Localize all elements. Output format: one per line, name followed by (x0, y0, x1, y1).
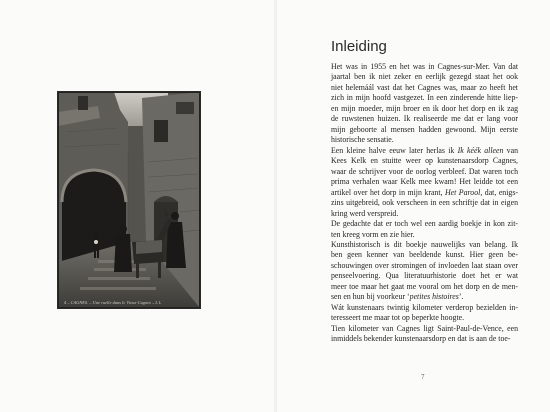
book-gutter (274, 0, 277, 412)
body-line: ten kreeg vorm en zie hier. (331, 229, 415, 239)
body-line: ben geen kenner van beeldende kunst. Hier geen be- (331, 250, 518, 260)
page-number: 7 (421, 373, 425, 381)
body-line: niet helemáál vast dat het Cagnes was, maar zo heeft het (331, 82, 518, 92)
street-scene-illustration (58, 92, 200, 308)
body-line: teresseert me maar tot op beperkte hoogte. (331, 313, 465, 323)
body-line: penseelvoering. Qua literatuurhistorie doet het er wat (331, 271, 518, 281)
historical-photo (58, 92, 200, 308)
body-line: Wát kunstenaars twintig kilometer verderop bezielden in- (331, 302, 518, 312)
body-line: Kunsthistorisch is dit boekje nauwelijks van belang. Ik (331, 239, 518, 249)
body-line: en mijn moeder, mijn broer en ik door het dorp en ik zag (331, 103, 518, 113)
body-line: prima verhalen waar Kelk mee kwam! Het leidde tot een (331, 177, 518, 187)
body-line: kring werd verspreid. (331, 208, 399, 218)
body-line: zins uitgebreid, ook verscheen in een schriftje dat in eigen (331, 198, 518, 208)
body-line: schouwingen over stromingen of invloeden laat staan over (331, 260, 518, 270)
body-line: Kees Kelk en stuitte weer op kunstenaarsdorp Cagnes, (331, 156, 518, 166)
body-line: artikel over het dorp in mijn krant, Het Parool, dat, enigs- (331, 187, 518, 197)
body-line: Tien kilometer van Cagnes ligt Saint-Paul-de-Vence, een (331, 323, 518, 333)
body-line: Het was in 1955 en het was in Cagnes-sur-Mer. Van dat (331, 62, 518, 71)
body-line: zich in mijn hoofd vastgezet. In een zinderende hitte liep- (331, 93, 518, 103)
body-line: historische sensatie. (331, 135, 394, 145)
body-line: inmiddels bekender kunstenaarsdorp en dat is aan de toe- (331, 334, 511, 344)
body-line: meer toe maar het gaat me vooral om het dorp en de men- (331, 281, 518, 291)
body-line: waar de schrijver voor de oorlog verbleef. Dat waren toch (331, 166, 518, 176)
body-line: De gedachte dat er toch wel een aardig boekje in kon zit- (331, 219, 518, 229)
body-line: jaartal ben ik niet zeker en eerlijk gezegd staat het ook (331, 72, 518, 82)
photo-caption: 4 – CAGNES. – Une ruelle dans le Vieux-Cagnes – L L (64, 300, 162, 305)
body-line: Een kleine halve eeuw later herlas ik Ik kéék alleen van (331, 145, 518, 155)
body-line: sen en hun bij voorkeur ‘petites histoires’. (331, 292, 464, 302)
chapter-body-text (331, 62, 518, 345)
body-line: de ruwstenen huizen. Ik realiseerde me dat er lang voor (331, 114, 518, 124)
body-line: mijn geboorte al mensen hadden gewoond. Mijn eerste (331, 124, 518, 134)
chapter-heading: Inleiding (331, 38, 387, 55)
